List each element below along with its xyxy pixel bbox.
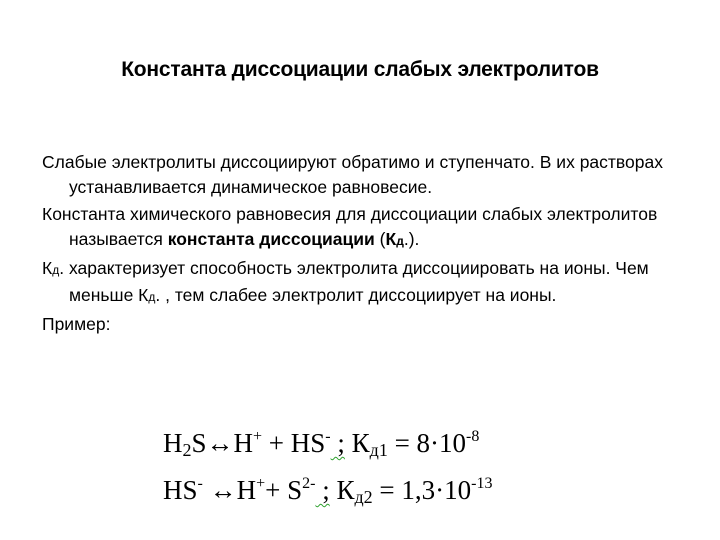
- paragraph-text: . характеризует способность электролита диссоциировать на ионы. Чем меньше К: [59, 258, 649, 305]
- equation-hs: HS- ↔H++ $S^{2-}$ ; $К_{д2} = 1,3\cdot 10^{-13}$: [163, 475, 493, 507]
- kd-symbol: Кд: [42, 258, 60, 278]
- paragraph-text: Константа химического равновесия для диссоциации слабых электролитов называется: [42, 204, 658, 249]
- term-dissociation-constant: константа диссоциации: [167, 228, 375, 249]
- paragraph-example: [42, 312, 692, 337]
- kd-symbol: Кд: [385, 228, 404, 249]
- equation-block: [163, 420, 492, 514]
- paragraph-dissociation-constant: [42, 202, 692, 253]
- paragraph-text: Пример:: [42, 314, 111, 334]
- paragraph-text: (: [374, 228, 386, 249]
- slide-body: [42, 150, 692, 337]
- paragraph-weak-electrolytes: [42, 150, 692, 199]
- paragraph-kd-meaning: [42, 256, 692, 309]
- paragraph-text: .).: [403, 228, 420, 249]
- kd-subscript: д: [148, 289, 156, 304]
- paragraph-text: Слабые электролиты диссоциируют обратимо и ступенчато. В их растворах устанавливается динамическое равновесие.: [42, 152, 663, 197]
- equation-h2s: $H_2S\leftrightarrow H^+ + HS^-$ ; $К_{д1} = 8\cdot 10^{-8}$: [163, 428, 480, 460]
- slide-title: Константа диссоциации слабых электролитов: [121, 58, 599, 81]
- paragraph-text: . , тем слабее электролит диссоциирует на ионы.: [155, 284, 557, 305]
